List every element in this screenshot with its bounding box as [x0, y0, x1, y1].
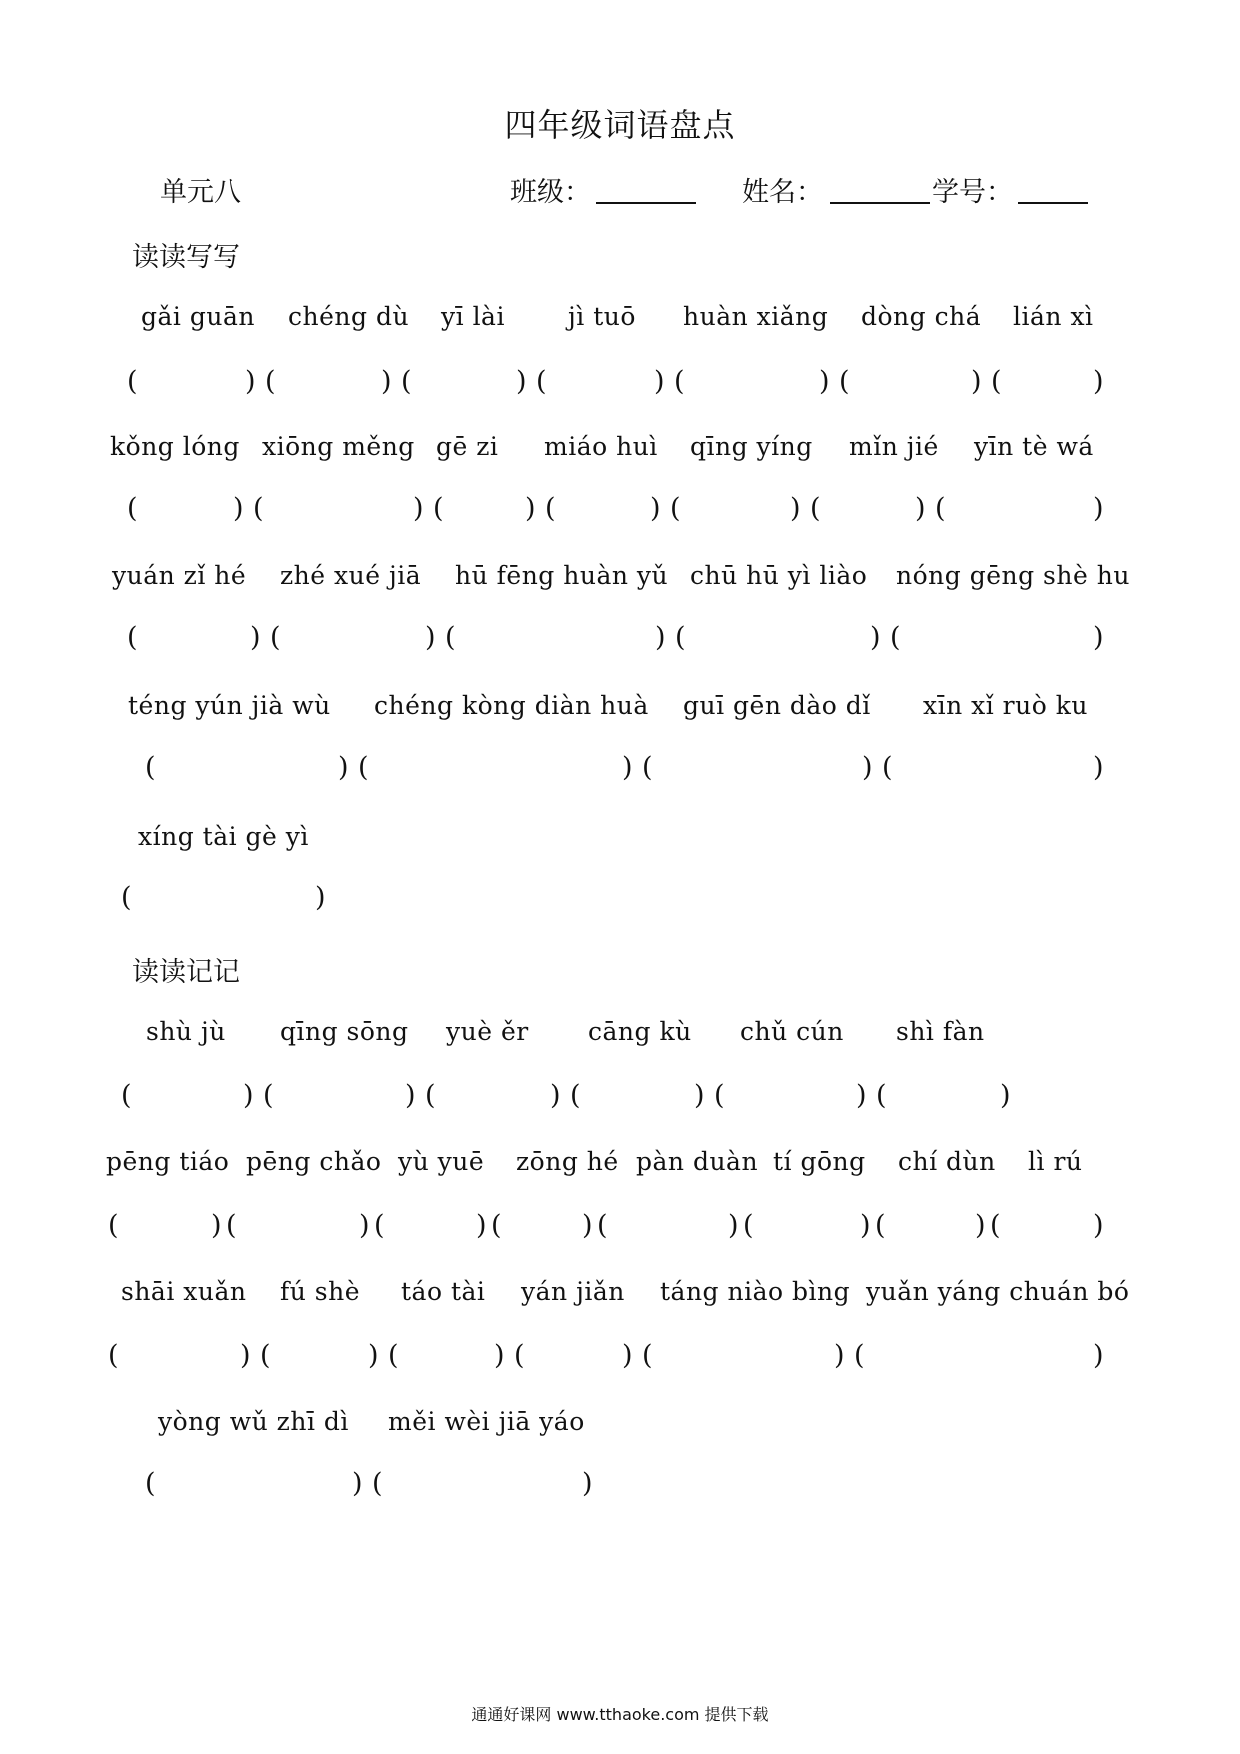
answer-paren-close: ) [971, 366, 982, 397]
answer-paren-close: ) [860, 1210, 871, 1241]
student-id-blank[interactable] [1018, 202, 1088, 204]
pinyin-item: yī lài [441, 302, 505, 331]
pinyin-item: pēng tiáo [106, 1147, 230, 1176]
pinyin-item: jì tuō [568, 302, 636, 331]
answer-paren-open: ( [991, 366, 1002, 397]
answer-paren-close: ) [834, 1340, 845, 1371]
answer-paren-open: ( [433, 493, 444, 524]
pinyin-item: qīng sōng [280, 1017, 409, 1046]
pinyin-item: qīng yíng [690, 432, 813, 461]
pinyin-item: táo tài [401, 1277, 486, 1306]
answer-paren-close: ) [1000, 1080, 1011, 1111]
section-title-read-remember: 读读记记 [132, 957, 240, 988]
answer-paren-open: ( [108, 1340, 119, 1371]
answer-paren-close: ) [359, 1210, 370, 1241]
answer-paren-close: ) [425, 622, 436, 653]
pinyin-item: xīn xǐ ruò ku [923, 691, 1088, 720]
answer-paren-close: ) [315, 882, 326, 913]
pinyin-item: nóng gēng shè hu [896, 561, 1130, 590]
answer-paren-close: ) [352, 1468, 363, 1499]
answer-paren-open: ( [260, 1340, 271, 1371]
answer-paren-open: ( [882, 752, 893, 783]
answer-paren-close: ) [856, 1080, 867, 1111]
pinyin-item: xiōng měng [262, 432, 415, 461]
answer-paren-open: ( [514, 1340, 525, 1371]
answer-paren-open: ( [358, 752, 369, 783]
pinyin-item: hū fēng huàn yǔ [455, 561, 669, 590]
pinyin-item: zōng hé [516, 1147, 619, 1176]
answer-paren-close: ) [582, 1210, 593, 1241]
pinyin-item: shù jù [146, 1017, 226, 1046]
pinyin-item: chǔ cún [740, 1017, 844, 1046]
answer-paren-close: ) [870, 622, 881, 653]
pinyin-item: fú shè [280, 1277, 361, 1306]
answer-paren-open: ( [145, 752, 156, 783]
pinyin-item: yòng wǔ zhī dì [158, 1407, 349, 1436]
answer-paren-open: ( [491, 1210, 502, 1241]
pinyin-item: zhé xué jiā [280, 561, 422, 590]
answer-paren-open: ( [127, 622, 138, 653]
answer-paren-open: ( [875, 1210, 886, 1241]
pinyin-item: yuǎn yáng chuán bó [866, 1277, 1130, 1306]
section-title-read-write: 读读写写 [132, 242, 240, 273]
pinyin-item: téng yún jià wù [128, 691, 331, 720]
answer-paren-close: ) [915, 493, 926, 524]
answer-paren-open: ( [121, 882, 132, 913]
answer-paren-close: ) [413, 493, 424, 524]
answer-paren-close: ) [728, 1210, 739, 1241]
answer-paren-open: ( [714, 1080, 725, 1111]
pinyin-item: mǐn jié [849, 432, 939, 461]
pinyin-item: chū hū yì liào [690, 561, 868, 590]
answer-paren-close: ) [654, 366, 665, 397]
answer-paren-open: ( [374, 1210, 385, 1241]
answer-paren-open: ( [597, 1210, 608, 1241]
pinyin-item: yuè ěr [446, 1017, 529, 1046]
pinyin-item: kǒng lóng [110, 432, 240, 461]
answer-paren-close: ) [1093, 366, 1104, 397]
pinyin-item: lián xì [1013, 302, 1094, 331]
answer-paren-close: ) [1093, 493, 1104, 524]
answer-paren-close: ) [233, 493, 244, 524]
pinyin-item: cāng kù [588, 1017, 692, 1046]
pinyin-item: měi wèi jiā yáo [388, 1407, 585, 1436]
answer-paren-open: ( [108, 1210, 119, 1241]
pinyin-item: huàn xiǎng [683, 302, 829, 331]
pinyin-item: yù yuē [398, 1147, 485, 1176]
answer-paren-close: ) [975, 1210, 986, 1241]
answer-paren-open: ( [642, 752, 653, 783]
answer-paren-open: ( [425, 1080, 436, 1111]
answer-paren-close: ) [476, 1210, 487, 1241]
answer-paren-close: ) [245, 366, 256, 397]
answer-paren-open: ( [253, 493, 264, 524]
answer-paren-open: ( [372, 1468, 383, 1499]
answer-paren-open: ( [876, 1080, 887, 1111]
pinyin-item: dòng chá [861, 302, 982, 331]
answer-paren-close: ) [240, 1340, 251, 1371]
class-blank[interactable] [596, 202, 696, 204]
answer-paren-close: ) [862, 752, 873, 783]
answer-paren-close: ) [622, 752, 633, 783]
pinyin-item: lì rú [1028, 1147, 1083, 1176]
page-title: 四年级词语盘点 [504, 106, 736, 144]
answer-paren-close: ) [550, 1080, 561, 1111]
class-label: 班级： [510, 177, 591, 208]
answer-paren-open: ( [810, 493, 821, 524]
answer-paren-open: ( [270, 622, 281, 653]
unit-label: 单元八 [160, 177, 241, 208]
answer-paren-close: ) [1093, 1210, 1104, 1241]
answer-paren-open: ( [839, 366, 850, 397]
answer-paren-close: ) [250, 622, 261, 653]
pinyin-item: chéng kòng diàn huà [374, 691, 649, 720]
answer-paren-open: ( [890, 622, 901, 653]
answer-paren-open: ( [935, 493, 946, 524]
answer-paren-open: ( [265, 366, 276, 397]
pinyin-item: guī gēn dào dǐ [683, 691, 871, 720]
pinyin-item: xíng tài gè yì [138, 822, 309, 851]
pinyin-item: gē zi [436, 432, 499, 461]
answer-paren-close: ) [1093, 752, 1104, 783]
answer-paren-open: ( [854, 1340, 865, 1371]
answer-paren-open: ( [743, 1210, 754, 1241]
answer-paren-close: ) [516, 366, 527, 397]
answer-paren-open: ( [670, 493, 681, 524]
pinyin-item: yīn tè wá [974, 432, 1094, 461]
answer-paren-open: ( [121, 1080, 132, 1111]
answer-paren-close: ) [819, 366, 830, 397]
answer-paren-close: ) [1093, 1340, 1104, 1371]
answer-paren-open: ( [674, 366, 685, 397]
pinyin-item: yán jiǎn [521, 1277, 625, 1306]
name-label: 姓名： [742, 177, 823, 208]
answer-paren-open: ( [536, 366, 547, 397]
name-blank[interactable] [830, 202, 930, 204]
pinyin-item: pàn duàn [636, 1147, 759, 1176]
answer-paren-close: ) [211, 1210, 222, 1241]
page-footer: 通通好课网 www.tthaoke.com 提供下载 [471, 1705, 769, 1724]
pinyin-item: táng niào bìng [660, 1277, 851, 1306]
answer-paren-open: ( [570, 1080, 581, 1111]
answer-paren-close: ) [650, 493, 661, 524]
answer-paren-open: ( [145, 1468, 156, 1499]
answer-paren-close: ) [622, 1340, 633, 1371]
answer-paren-open: ( [675, 622, 686, 653]
answer-paren-open: ( [445, 622, 456, 653]
answer-paren-open: ( [545, 493, 556, 524]
answer-paren-open: ( [127, 493, 138, 524]
pinyin-item: yuán zǐ hé [112, 561, 247, 590]
answer-paren-open: ( [401, 366, 412, 397]
pinyin-item: tí gōng [773, 1147, 866, 1176]
answer-paren-open: ( [226, 1210, 237, 1241]
answer-paren-open: ( [642, 1340, 653, 1371]
pinyin-item: chéng dù [288, 302, 410, 331]
answer-paren-close: ) [494, 1340, 505, 1371]
answer-paren-close: ) [405, 1080, 416, 1111]
answer-paren-open: ( [388, 1340, 399, 1371]
answer-paren-open: ( [263, 1080, 274, 1111]
answer-paren-close: ) [368, 1340, 379, 1371]
answer-paren-close: ) [1093, 622, 1104, 653]
answer-paren-close: ) [694, 1080, 705, 1111]
pinyin-item: pēng chǎo [246, 1147, 382, 1176]
student-id-label: 学号： [932, 177, 1013, 208]
answer-paren-close: ) [243, 1080, 254, 1111]
answer-paren-open: ( [990, 1210, 1001, 1241]
pinyin-item: chí dùn [898, 1147, 996, 1176]
answer-paren-open: ( [127, 366, 138, 397]
pinyin-item: miáo huì [544, 432, 658, 461]
pinyin-item: shāi xuǎn [121, 1277, 247, 1306]
answer-paren-close: ) [338, 752, 349, 783]
answer-paren-close: ) [790, 493, 801, 524]
answer-paren-close: ) [582, 1468, 593, 1499]
pinyin-item: shì fàn [896, 1017, 985, 1046]
answer-paren-close: ) [655, 622, 666, 653]
pinyin-item: gǎi guān [141, 302, 255, 331]
answer-paren-close: ) [381, 366, 392, 397]
answer-paren-close: ) [525, 493, 536, 524]
